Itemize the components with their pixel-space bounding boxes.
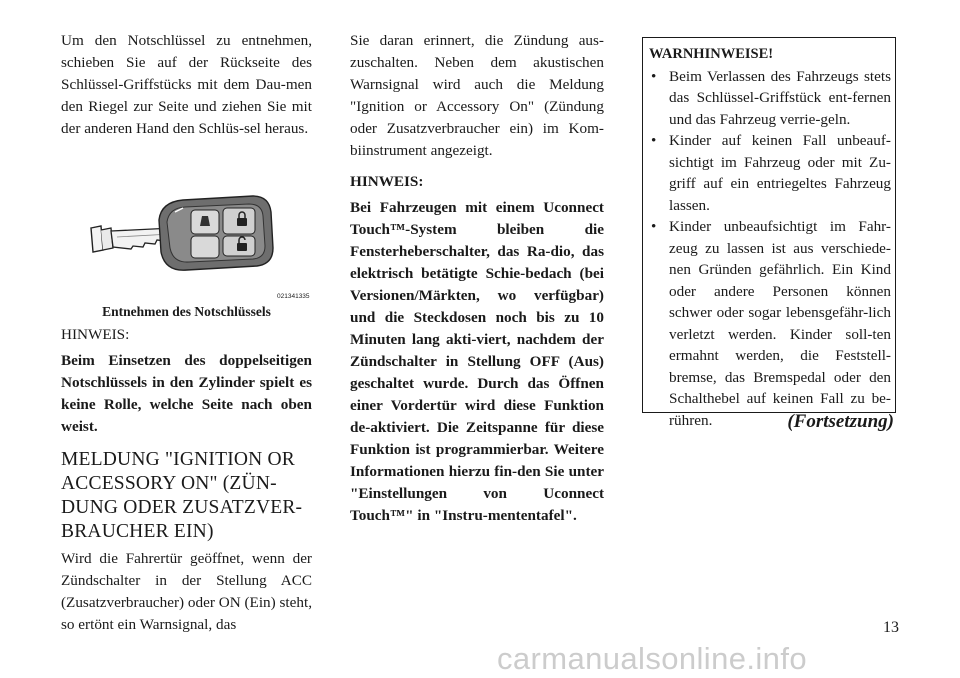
figure-code: 021341335 <box>277 293 310 300</box>
bullet-icon: • <box>651 132 657 149</box>
warning-item-text: Kinder unbeaufsichtigt im Fahr-zeug zu lassen ist aus verschiede-nen Gründen gefährlich. Ein Kind oder andere Personen können schwer oder sogar lebensgefähr-lich verletzt werden. Kinder soll-ten ermahnt werden, die Feststell-bremse, das Bremspedal oder den Schalthebel auf keinen Fall zu be-rühren. <box>669 218 891 429</box>
key-fob-illustration <box>87 190 277 285</box>
watermark: carmanualsonline.info <box>497 641 807 676</box>
warning-item <box>649 130 891 216</box>
warning-item-text: Kinder auf keinen Fall unbeauf-sichtigt im Fahrzeug oder mit Zu-griff auf ein entriegeltes Fahrzeug lassen. <box>669 132 891 214</box>
key-figure <box>61 190 312 318</box>
section-heading: MELDUNG "IGNITION OR ACCESSORY ON" (ZÜN-DUNG ODER ZUSATZVER-BRAUCHER EIN) <box>61 449 303 542</box>
warning-item <box>649 66 891 131</box>
note-text: Beim Einsetzen des doppelseitigen Notschlüssels in den Zylinder spielt es keine Rolle, welche Seite nach oben weist. <box>61 352 312 435</box>
key-fob-body <box>159 196 273 270</box>
middle-column <box>350 30 604 536</box>
section-body: Wird die Fahrertür geöffnet, wenn der Zündschalter in der Stellung ACC (Zusatzverbraucher) oder ON (Ein) steht, so ertönt ein Warnsignal, das <box>61 550 312 633</box>
page-number: 13 <box>883 619 899 636</box>
warning-item-text: Beim Verlassen des Fahrzeugs stets das Schlüssel-Griffstück ent-fernen und das Fahrzeug verrie-geln. <box>669 67 891 128</box>
continued-label: (Fortsetzung) <box>787 411 894 432</box>
note-label-2: HINWEIS: <box>350 173 424 190</box>
bullet-icon: • <box>651 67 657 85</box>
bullet-icon: • <box>651 218 657 235</box>
note-label: HINWEIS: <box>61 326 130 343</box>
left-column <box>61 30 312 645</box>
continuation-paragraph: Sie daran erinnert, die Zündung aus-zuschalten. Neben dem akustischen Warnsignal wird auch die Meldung "Ignition or Accessory On" (Zündung oder Zusatzverbraucher ein) im Kom-biinstrument angezeigt. <box>350 32 604 159</box>
warning-title: WARNHINWEISE! <box>649 46 774 62</box>
warning-list <box>649 66 891 432</box>
intro-paragraph: Um den Notschlüssel zu entnehmen, schieben Sie auf der Rückseite des Schlüssel-Griffstücks mit dem Dau-men den Riegel zur Seite und ziehen Sie mit der anderen Hand den Schlüs-sel heraus. <box>61 32 312 137</box>
note-text-2: Bei Fahrzeugen mit einem Uconnect Touch™-System bleiben die Fensterheberschalter, das Ra-dio, das elektrisch betätigte Schie-bedach (bei Versionen/Märkten, wo verfügbar) und die Steckdosen noch bis zu 10 Minuten lang akti-viert, nachdem der Zündschalter in Stellung OFF (Aus) geschaltet wurde. Durch das Öffnen einer Vordertür wird diese Funktion de-aktiviert. Die Zeitspanne für diese Funktion ist programmierbar. Weitere Informationen hierzu fin-den Sie unter "Einstellungen von Uconnect Touch™" in "Instru-mententafel". <box>350 199 604 524</box>
warning-item <box>649 216 891 431</box>
figure-caption: Entnehmen des Notschlüssels <box>102 304 271 319</box>
